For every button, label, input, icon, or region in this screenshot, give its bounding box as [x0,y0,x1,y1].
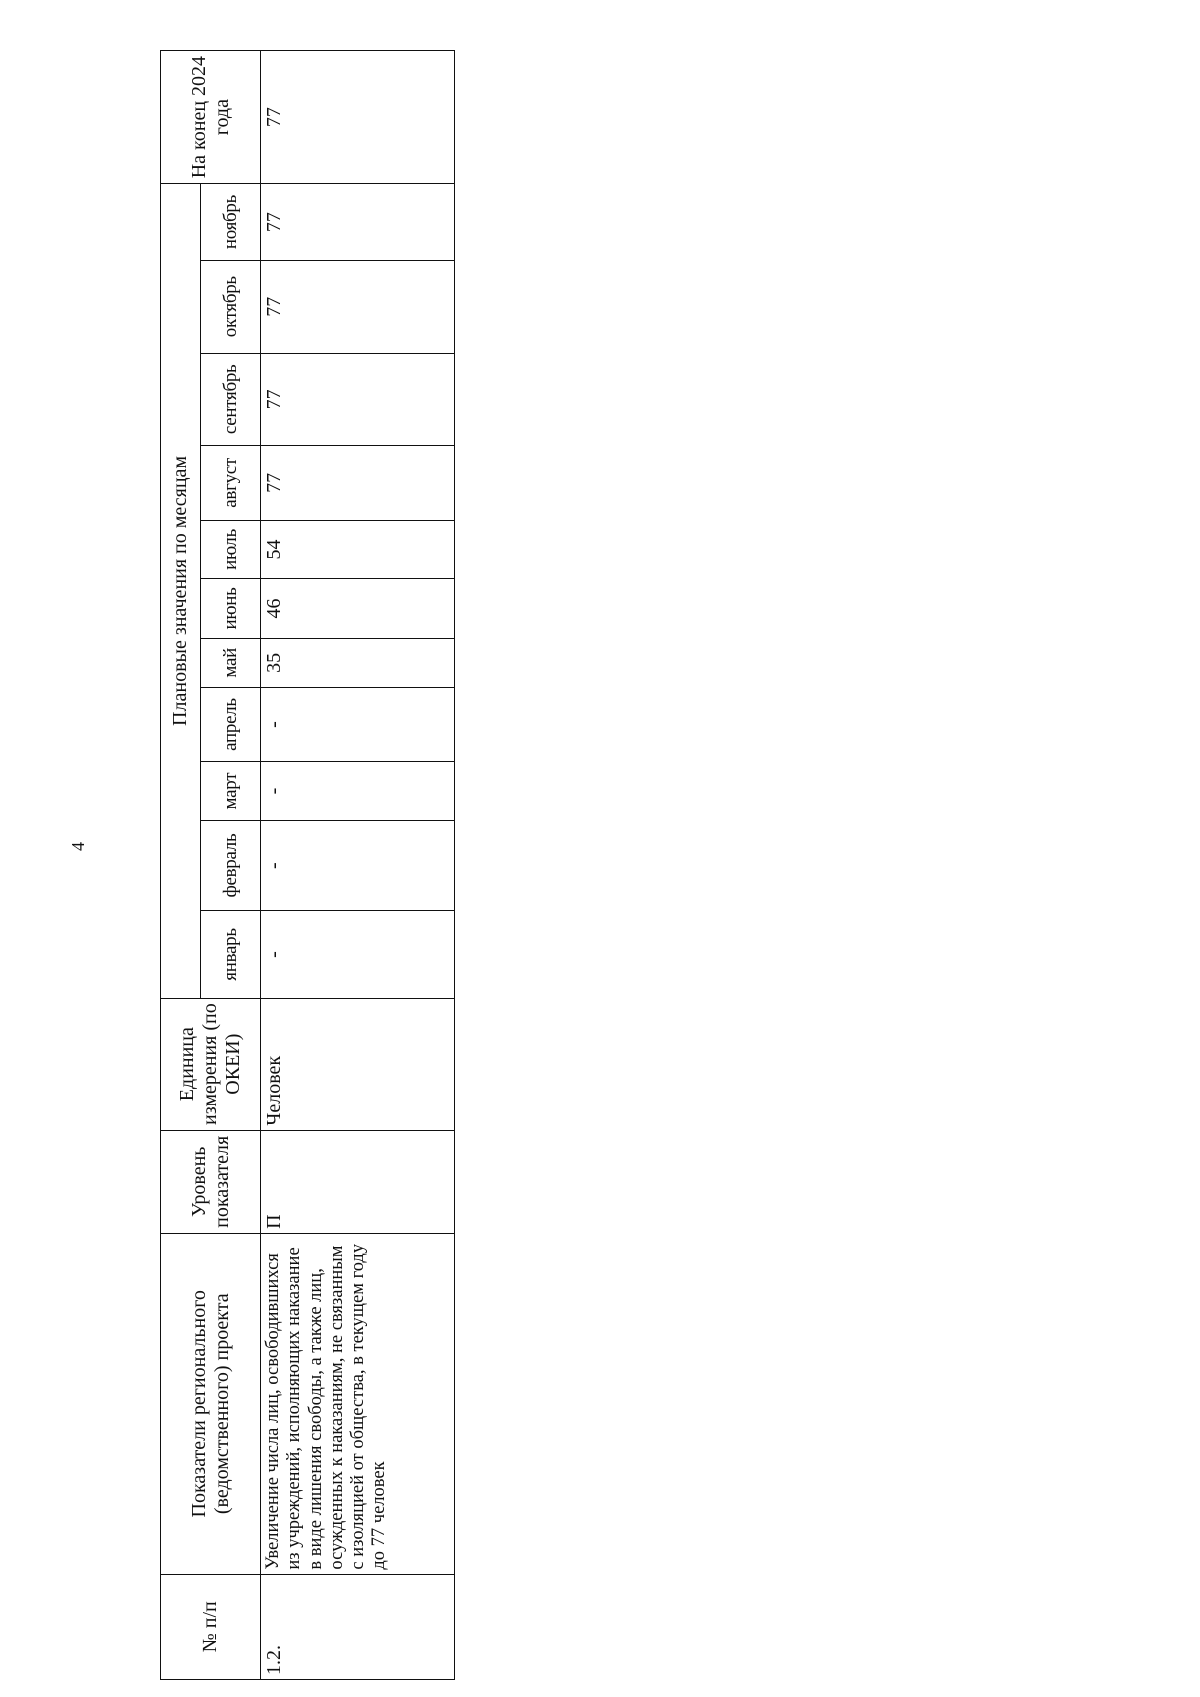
row-month-value: - [261,911,455,998]
row-level: П [261,1130,455,1233]
header-num: № п/п [161,1574,261,1679]
header-month: ноябрь [201,184,261,261]
header-year-end: На конец 2024 года [161,51,261,184]
header-plan-group: Плановые значения по месяцам [161,184,201,998]
header-unit: Единица измерения (по ОКЕИ) [161,998,261,1130]
row-month-value: 77 [261,184,455,261]
row-month-value: - [261,687,455,762]
header-month: январь [201,911,261,998]
table-row [261,51,455,1680]
header-indicator: Показатели регионального (ведомственного) проекта [161,1233,261,1574]
header-month: июль [201,520,261,579]
row-month-value: 46 [261,579,455,639]
header-month: июнь [201,579,261,639]
page-number: 4 [68,842,88,851]
row-unit: Человек [261,998,455,1130]
row-month-value: 35 [261,638,455,687]
plan-values-table [160,50,455,1680]
row-month-value: 77 [261,353,455,446]
row-month-value: 54 [261,520,455,579]
header-month: сентябрь [201,353,261,446]
header-month: май [201,638,261,687]
header-month: август [201,446,261,521]
header-month: апрель [201,687,261,762]
rotated-table-container [160,50,455,1680]
header-month: февраль [201,820,261,910]
header-level: Уровень показателя [161,1130,261,1233]
row-year-end-value: 77 [261,51,455,184]
row-month-value: 77 [261,446,455,521]
row-num: 1.2. [261,1574,455,1679]
row-month-value: 77 [261,260,455,353]
header-month: октябрь [201,260,261,353]
row-month-value: - [261,762,455,821]
row-indicator: Увеличение числа лиц, освободившихся из учреждений, исполняющих наказание в виде лишения свободы, а также лиц, осужденных к наказаниям, не связанным с изоляцией от общества, в текущем году до 77 человек [261,1233,455,1574]
row-month-value: - [261,820,455,910]
header-month: март [201,762,261,821]
